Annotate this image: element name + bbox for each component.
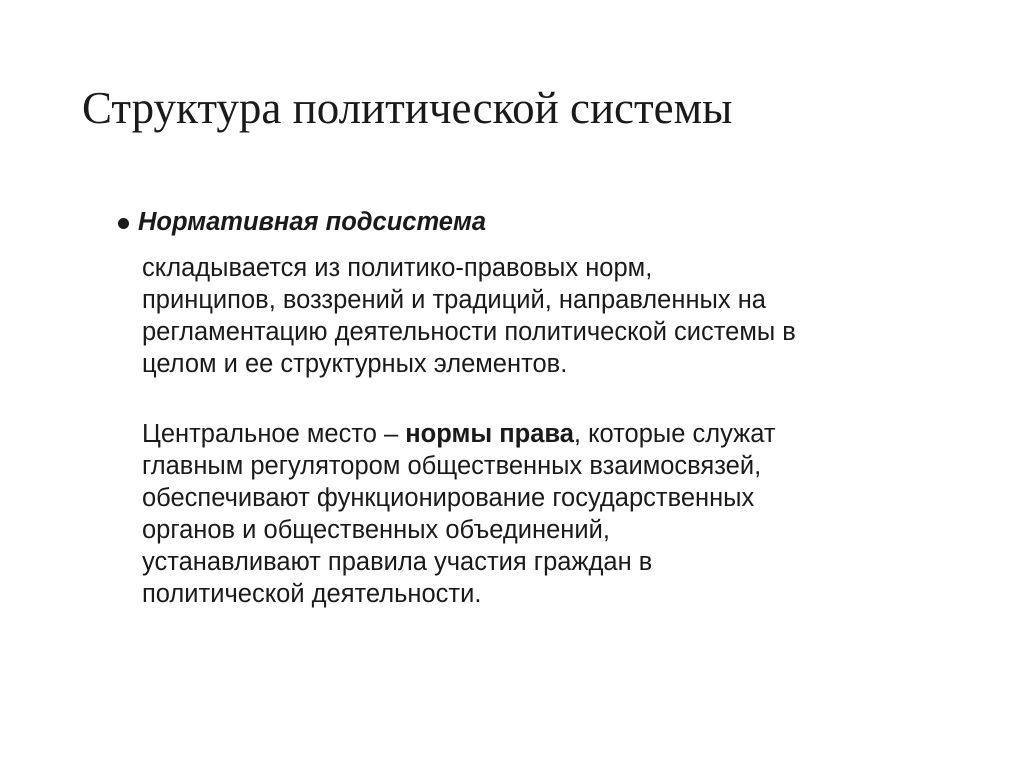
bullet-heading: Нормативная подсистема xyxy=(138,208,487,236)
paragraph-line xyxy=(142,418,968,450)
paragraph-line: политической деятельности. xyxy=(142,580,482,608)
bullet-dot-icon xyxy=(118,218,129,229)
line-prefix: Центральное место – xyxy=(142,420,406,448)
paragraph-definition xyxy=(142,252,968,380)
bullet-item xyxy=(118,206,968,242)
slide-content xyxy=(118,206,968,610)
paragraph-line: складывается из политико-правовых норм, xyxy=(142,254,653,282)
paragraph-line: регламентацию деятельности политической системы в xyxy=(142,318,796,346)
paragraph-line: принципов, воззрений и традиций, направленных на xyxy=(142,286,766,314)
paragraph-line: главным регулятором общественных взаимосвязей, xyxy=(142,452,762,480)
paragraph-central-place xyxy=(142,418,968,610)
paragraph-line: обеспечивают функционирование государственных xyxy=(142,484,755,512)
emphasis-norms-of-law: нормы права xyxy=(405,420,574,448)
paragraph-line: устанавливают правила участия граждан в xyxy=(142,548,653,576)
slide-title: Структура политической системы xyxy=(82,83,733,133)
line-suffix: , которые служат xyxy=(573,420,776,448)
paragraph-line: целом и ее структурных элементов. xyxy=(142,350,568,378)
paragraph-line: органов и общественных объединений, xyxy=(142,516,610,544)
